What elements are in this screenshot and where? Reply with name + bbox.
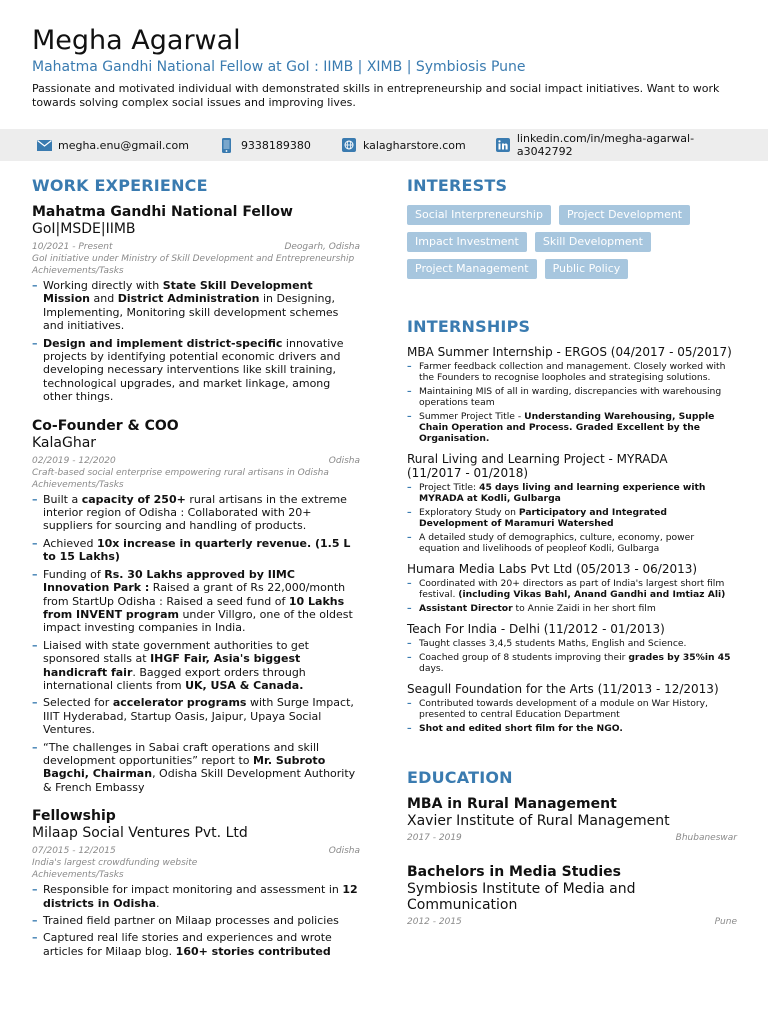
left-column	[32, 176, 360, 962]
list-item	[32, 639, 360, 693]
internship-bullets	[407, 361, 737, 444]
headline: Mahatma Gandhi National Fellow at GoI : IIMB | XIMB | Symbiosis Pune	[32, 59, 526, 75]
job-location: Odisha	[328, 846, 360, 857]
education-entry	[407, 796, 737, 844]
bullet-text: in Designing, Implementing, Monitoring skill development schemes and initiatives.	[43, 292, 339, 333]
education-location: Pune	[714, 917, 737, 927]
job-tasks-label: Achievements/Tasks	[32, 479, 124, 490]
job-tasks-label: Achievements/Tasks	[32, 870, 124, 881]
internship-bullets	[407, 482, 737, 554]
bullet-text: Farmer feedback collection and management. Closely worked with the Founders to recognise loopholes and strategising solutions.	[419, 361, 726, 383]
bullet-text: Assistant Director	[419, 603, 513, 614]
bullet-text: Liaised with state government authorities to get sponsored stalls at	[43, 638, 309, 666]
bullet-text: to Annie Zaidi in her short film	[512, 603, 656, 614]
internship-bullets	[407, 578, 737, 614]
education-dates: 2012 - 2015	[407, 917, 462, 927]
job-entry	[32, 204, 360, 404]
bullet-text: . Bagged export orders through international clients from	[43, 665, 306, 692]
list-item	[407, 723, 737, 734]
bullet-text: capacity of 250+	[81, 492, 186, 506]
interest-tag: Impact Investment	[407, 232, 527, 252]
bullet-text: Working directly with	[43, 279, 163, 292]
bullet-text: 10x increase in quarterly revenue. (1.5 L to 15 Lakhs)	[43, 536, 351, 564]
bullet-text: (including Vikas Bahl, Anand Gandhi and Imtiaz Ali)	[458, 589, 726, 600]
bullet-text: under Villgro, one of the oldest impact investing companies in India.	[43, 607, 353, 635]
contact-phone[interactable]	[219, 137, 311, 153]
bullet-text: Captured real life stories and experiences and wrote articles for Milaap blog.	[43, 931, 332, 958]
job-location: Deogarh, Odisha	[284, 242, 360, 252]
bullet-text: A detailed study of demographics, culture, economy, power equation and livelihoods of peopleof Kodli, Gulbarga	[419, 532, 695, 554]
resume-header	[32, 24, 742, 110]
bullet-text: accelerator programs	[112, 696, 247, 710]
bullet-text: Taught classes 3,4,5 students Maths, English and Science.	[419, 638, 687, 649]
bullet-text: Participatory and Integrated Development of Maramuri Watershed	[419, 507, 667, 529]
bullet-text: Project Title:	[419, 482, 480, 493]
bullet-text: Funding of	[43, 567, 105, 581]
list-item	[32, 696, 360, 736]
education-entry	[407, 864, 737, 928]
list-item	[407, 603, 737, 614]
job-dates: 10/2021 - Present	[32, 242, 113, 252]
job-tasks-label: Achievements/Tasks	[32, 266, 124, 276]
bullet-text: days.	[419, 663, 444, 674]
bullet-text: with Surge Impact, IIIT Hyderabad, Startup Oasis, Jaipur, Upaya Social Ventures.	[43, 696, 354, 737]
education-list	[407, 796, 737, 928]
list-item	[407, 386, 737, 408]
bullet-text: IHGF Fair, Asia's biggest handicraft fair	[43, 652, 301, 679]
job-bullets	[32, 883, 360, 958]
work-experience-title: WORK EXPERIENCE	[32, 176, 208, 195]
bullet-text: Summer Project Title -	[419, 411, 525, 422]
bullet-text: “The challenges in Sabai craft operations and skill development opportunities” report to	[43, 740, 320, 767]
bullet-text: Mr. Subroto Bagchi, Chairman	[43, 753, 326, 781]
job-title: Mahatma Gandhi National Fellow	[32, 204, 293, 220]
bullet-text: Coached group of 8 students improving their	[419, 652, 629, 663]
bullet-text: , Odisha Skill Development Authority & French Embassy	[43, 767, 356, 794]
bullet-text: Coordinated with 20+ directors as part of India's largest short film festival.	[419, 578, 725, 600]
list-item	[407, 698, 737, 720]
internship-bullets	[407, 638, 737, 674]
education-degree: MBA in Rural Management	[407, 796, 617, 812]
bullet-text: 45 days living and learning experience with MYRADA at Kodli, Gulbarga	[419, 482, 706, 504]
education-meta	[407, 832, 737, 844]
education-degree: Bachelors in Media Studies	[407, 864, 622, 880]
list-item	[407, 578, 737, 600]
internship-entry	[407, 345, 737, 444]
job-description: India's largest crowdfunding website	[32, 858, 198, 869]
bullet-text: Design and implement district-specific	[43, 336, 283, 350]
list-item	[407, 361, 737, 383]
job-meta	[32, 455, 360, 467]
summary: Passionate and motivated individual with demonstrated skills in entrepreneurship and social impact initiatives. Want to work towards solving complex social issues and improving lives.	[32, 82, 720, 109]
education-title: EDUCATION	[407, 768, 513, 787]
contact-linkedin[interactable]	[496, 132, 738, 158]
job-entry	[32, 418, 360, 795]
phone-text: 9338189380	[240, 138, 311, 152]
interest-tag: Public Policy	[545, 259, 629, 279]
right-column	[407, 176, 737, 928]
bullet-text: grades by 35%in 45	[628, 652, 731, 663]
bullet-text: Shot and edited short film for the NGO.	[419, 723, 623, 734]
envelope-icon	[36, 137, 52, 153]
phone-icon	[219, 137, 235, 153]
internship-entry	[407, 562, 737, 614]
education-school: Xavier Institute of Rural Management	[407, 813, 670, 829]
internship-title: MBA Summer Internship - ERGOS (04/2017 - 05/2017)	[407, 345, 732, 359]
education-dates: 2017 - 2019	[407, 833, 462, 843]
bullet-text: Contributed towards development of a module on War History, presented to central Education Department	[419, 698, 708, 720]
internship-entry	[407, 622, 737, 674]
list-item	[407, 411, 737, 444]
bullet-text: 12 districts in Odisha	[43, 883, 358, 910]
bullet-text: innovative projects by identifying potential economic drivers and developing necessary interventions like skill training, technological upgrades, and market linkage, among other things.	[43, 336, 344, 404]
bullet-text: State Skill Development Mission	[43, 279, 313, 306]
job-organization: GoI|MSDE|IIMB	[32, 221, 136, 237]
list-item	[407, 532, 737, 554]
list-item	[32, 537, 360, 564]
bullet-text: Achieved	[43, 536, 97, 550]
job-title: Fellowship	[32, 808, 116, 825]
bullet-text: District Administration	[117, 292, 260, 306]
list-item	[32, 279, 360, 333]
contact-bar	[0, 129, 768, 161]
job-dates: 02/2019 - 12/2020	[32, 455, 116, 466]
list-item	[32, 568, 360, 635]
job-location: Odisha	[328, 455, 360, 466]
education-meta	[407, 916, 737, 928]
list-item	[32, 741, 360, 795]
internship-bullets	[407, 698, 737, 734]
email-text: megha.enu@gmail.com	[58, 138, 189, 152]
list-item	[407, 638, 737, 649]
internship-entry	[407, 452, 737, 554]
list-item	[32, 883, 360, 910]
internships-list	[407, 345, 737, 734]
job-description: Craft-based social enterprise empowering rural artisans in Odisha	[32, 467, 329, 478]
bullet-text: Raised a grant of Rs 22,000/month from StartUp Odisha : Raised a seed fund of	[43, 581, 346, 608]
linkedin-icon	[496, 137, 511, 153]
list-item	[32, 931, 360, 958]
bullet-text: Maintaining MIS of all in warding, discrepancies with warehousing operations team	[419, 386, 722, 408]
bullet-text: Responsible for impact monitoring and assessment in	[43, 883, 343, 897]
job-organization: KalaGhar	[32, 434, 97, 451]
internship-entry	[407, 682, 737, 734]
internship-title: Rural Living and Learning Project - MYRADA (11/2017 - 01/2018)	[407, 452, 668, 480]
bullet-text: Understanding Warehousing, Supple Chain Operation and Process. Graded Excellent by the Organisation.	[419, 411, 715, 444]
bullet-text: Exploratory Study on	[419, 507, 519, 518]
bullet-text: 10 Lakhs from INVENT program	[43, 594, 345, 621]
education-location: Bhubaneswar	[675, 833, 737, 843]
list-item	[407, 482, 737, 504]
job-description: GoI initiative under Ministry of Skill Development and Entrepreneurship	[32, 254, 355, 264]
interests-title: INTERESTS	[407, 176, 508, 195]
list-item	[407, 507, 737, 529]
internship-title: Humara Media Labs Pvt Ltd (05/2013 - 06/2013)	[407, 562, 698, 576]
website-text: kalagharstore.com	[362, 138, 466, 152]
education-school: Symbiosis Institute of Media and Communication	[407, 881, 636, 913]
bullet-text: .	[156, 896, 160, 910]
job-dates: 07/2015 - 12/2015	[32, 846, 116, 857]
job-meta	[32, 241, 360, 253]
bullet-text: Selected for	[43, 696, 113, 710]
bullet-text: Built a	[43, 492, 82, 506]
job-title: Co-Founder & COO	[32, 417, 179, 434]
interest-tag: Project Management	[407, 259, 537, 279]
bullet-text: Trained field partner on Milaap processes and policies	[43, 914, 339, 927]
job-entry	[32, 808, 360, 958]
list-item	[32, 914, 360, 927]
bullet-text: 160+ stories contributed	[175, 944, 331, 958]
interest-tag: Project Development	[559, 205, 690, 225]
internships-title: INTERNSHIPS	[407, 317, 531, 336]
interests-tags	[407, 205, 707, 286]
contact-email[interactable]	[36, 137, 189, 153]
bullet-text: UK, USA & Canada.	[185, 678, 304, 692]
bullet-text: rural artisans in the extreme interior region of Odisha : Collaborated with 20+ suppliers for sourcing and handling of products.	[43, 492, 347, 533]
interest-tag: Social Interpreneurship	[407, 205, 551, 225]
internship-title: Teach For India - Delhi (11/2012 - 01/2013)	[407, 622, 665, 636]
bullet-text: Rs. 30 Lakhs approved by IIMC Innovation Park :	[43, 567, 295, 595]
interest-tag: Skill Development	[535, 232, 651, 252]
internship-title: Seagull Foundation for the Arts (11/2013 - 12/2013)	[407, 682, 719, 696]
list-item	[407, 652, 737, 674]
job-organization: Milaap Social Ventures Pvt. Ltd	[32, 825, 248, 842]
job-meta	[32, 845, 360, 857]
contact-website[interactable]	[341, 137, 466, 153]
person-name: Megha Agarwal	[32, 25, 241, 56]
list-item	[32, 493, 360, 533]
jobs-list	[32, 204, 360, 958]
job-bullets	[32, 493, 360, 795]
list-item	[32, 337, 360, 404]
globe-icon	[341, 137, 357, 153]
bullet-text: and	[89, 292, 118, 306]
job-bullets	[32, 279, 360, 404]
linkedin-text: linkedin.com/in/megha-agarwal-a3042792	[516, 132, 695, 158]
